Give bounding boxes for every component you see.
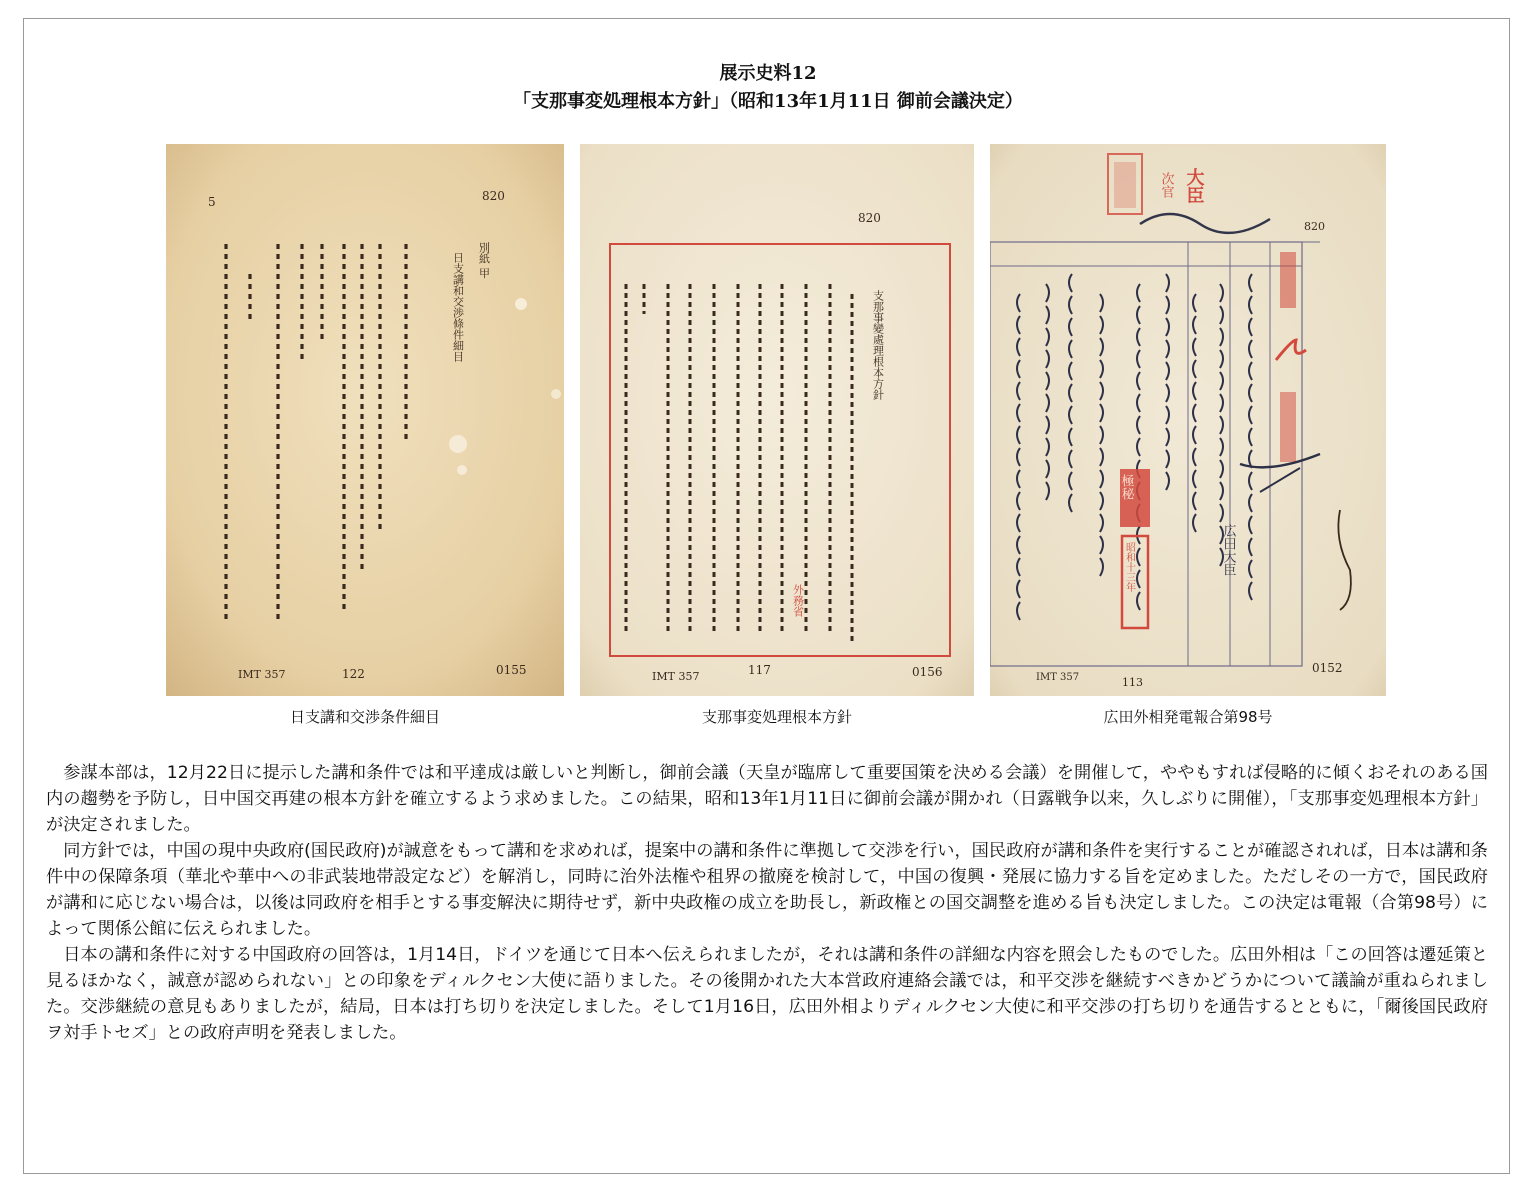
vice-minister-seal: 次官 — [1158, 172, 1174, 198]
page-number: 113 — [1122, 676, 1143, 689]
minister-seal: 大臣 — [1183, 168, 1205, 204]
paper-background — [166, 144, 564, 696]
corner-number: 820 — [858, 211, 881, 225]
doc-heading: 日支講和交渉條件細目 — [451, 252, 465, 362]
corner-number: 820 — [482, 189, 505, 203]
paragraph-1: 参謀本部は，12月22日に提示した講和条件では和平達成は厳しいと判断し，御前会議（天皇が臨席して重要国策を決める会議）を開催して，ややもすれば侵略的に傾くおそれのある国内の趨勢を予防し，日中国交再建の根本方針を確立するよう求めました。この結果，昭和13年1月11日に御前会議が開かれ（日露戦争以来，久しぶりに開催），「支那事変処理根本方針」が決定されました。 — [46, 763, 1488, 835]
secret-stamp-text: 極秘 — [1118, 474, 1134, 500]
exhibit-description — [46, 760, 1488, 1046]
page-number: 117 — [748, 663, 771, 677]
imt-stamp: IMT 357 — [238, 668, 286, 681]
date-stamp-text: 昭和十三年 — [1123, 542, 1135, 592]
paragraph-2: 同方針では，中国の現中央政府(国民政府)が誠意をもって講和を求めれば，提案中の講和条件に準拠して交渉を行い，国民政府が講和条件を実行することが確認されれば，日本は講和条件中の保障条項（華北や華中への非武装地帯設定など）を解消し，同時に治外法権や租界の撤廃を検討して，中国の復興・発展に協力する旨を定めました。ただしその一方で，国民政府が講和に応じない場合は，以後は同政府を相手とする事変解決に期待せず，新中央政権の成立を助長し，新政権との国交調整を進める旨も決定しました。この決定は電報（合第98号）によって関係公館に伝えられました。 — [46, 841, 1488, 939]
paragraph-3: 日本の講和条件に対する中国政府の回答は，1月14日，ドイツを通じて日本へ伝えられましたが，それは講和条件の詳細な内容を照会したものでした。広田外相は「この回答は遷延策と見るほかなく，誠意が認められない」との印象をディルクセン大使に語りました。その後開かれた大本営政府連絡会議では，和平交渉を継続すべきかどうかについて議論が重ねられました。交渉継続の意見もありましたが，結局，日本は打ち切りを決定しました。そして1月16日，広田外相よりディルクセン大使に和平交渉の打ち切りを通告するとともに，「爾後国民政府ヲ対手トセズ」との政府声明を発表しました。 — [46, 945, 1488, 1043]
document-image-1 — [166, 144, 564, 696]
serial-number: 0155 — [496, 663, 527, 677]
imt-stamp: IMT 357 — [1036, 672, 1080, 683]
left-mark: 5 — [208, 195, 216, 209]
paper-background — [580, 144, 974, 696]
document-image-2 — [580, 144, 974, 696]
page-number: 122 — [342, 667, 365, 681]
document-caption-2: 支那事変処理根本方針 — [701, 708, 852, 726]
handwritten-name: 広田大臣 — [1220, 524, 1236, 576]
exhibit-title: 「支那事変処理根本方針」（昭和13年1月11日 御前会議決定） — [513, 91, 1023, 112]
document-caption-3: 広田外相発電報合第98号 — [1103, 708, 1273, 726]
doc-heading: 支那事變處理根本方針 — [871, 290, 885, 400]
serial-number: 0156 — [912, 665, 943, 679]
doc-label: 別紙 甲 — [477, 242, 491, 279]
imt-stamp: IMT 357 — [652, 670, 700, 683]
document-caption-1: 日支講和交渉条件細目 — [289, 708, 440, 726]
exhibit-number: 展示史料12 — [719, 63, 817, 84]
corner-number: 820 — [1304, 220, 1325, 233]
footer-mark: 外務省 — [791, 584, 805, 617]
serial-number: 0152 — [1312, 661, 1343, 675]
document-image-3 — [990, 144, 1386, 696]
